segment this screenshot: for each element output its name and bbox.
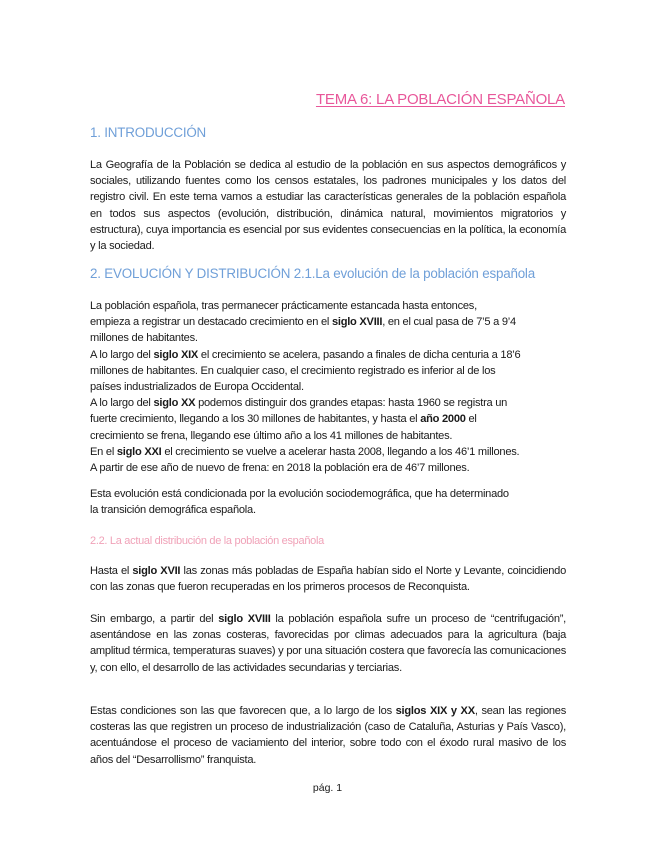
section-heading-evolucion bbox=[90, 266, 535, 281]
page-number: pág. 1 bbox=[312, 782, 343, 794]
evolucion-conclusion bbox=[90, 486, 566, 518]
section-heading-evolucion-main: 2. EVOLUCIÓN Y DISTRIBUCIÓN bbox=[90, 266, 294, 281]
bold-term: siglo XVIII bbox=[331, 316, 383, 329]
text-line: A lo largo del siglo XX podemos distinguir dos grandes etapas: hasta 1960 se registra un bbox=[90, 397, 508, 410]
text-line: A partir de ese año de nuevo de frena: en 2018 la población era de 46’7 millones. bbox=[90, 462, 470, 475]
bold-term: siglo XX bbox=[153, 397, 196, 410]
bold-term: siglo XVIII bbox=[218, 613, 271, 625]
subsection-heading-distribucion: 2.2. La actual distribución de la población española bbox=[90, 535, 324, 547]
distribucion-paragraph-1: Hasta el siglo XVII las zonas más pobladas de España habían sido el Norte y Levante, coincidiendo con las zonas que fueron recuperadas en los primeros procesos de Reconquista. bbox=[90, 565, 566, 594]
text-line: Esta evolución está condicionada por la evolución sociodemográfica, que ha determinado bbox=[90, 488, 509, 500]
bold-term: siglos XIX y XX bbox=[395, 705, 475, 717]
bold-term: siglo XIX bbox=[153, 348, 199, 361]
text-line: A lo largo del siglo XIX el crecimiento se acelera, pasando a finales de dicha centuria a 18’6 bbox=[90, 348, 521, 361]
bold-term: año 2000 bbox=[420, 413, 466, 426]
page-title: TEMA 6: LA POBLACIÓN ESPAÑOLA bbox=[315, 91, 565, 108]
intro-paragraph: La Geografía de la Población se dedica al estudio de la población en sus aspectos demográficos y sociales, utilizando fuentes como los censos estatales, los padrones municipales y los datos del registro civil. En este tema vamos a estudiar las características generales de la población española en todos sus aspectos (evolución, distribución, dinámica natural, movimientos migratorios y estructura), cuya importancia es esencial por sus evidentes consecuencias en la política, la economía y la sociedad. bbox=[90, 159, 566, 253]
evolucion-block bbox=[90, 298, 566, 476]
text-line: la transición demográfica española. bbox=[90, 504, 256, 517]
bold-term: siglo XXI bbox=[116, 445, 162, 458]
subsection-heading-evolucion: 2.1.La evolución de la población española bbox=[293, 266, 535, 281]
section-heading-introduccion: 1. INTRODUCCIÓN bbox=[90, 125, 207, 140]
text-line: crecimiento se frena, llegando ese último año a los 41 millones de habitantes. bbox=[90, 429, 453, 442]
text-line: empieza a registrar un destacado crecimiento en el siglo XVIII, en el cual pasa de 7’5 a 9’4 bbox=[90, 316, 516, 329]
text-line: En el siglo XXI el crecimiento se vuelve a acelerar hasta 2008, llegando a los 46’1 millones. bbox=[90, 445, 520, 458]
distribucion-paragraph-2: Sin embargo, a partir del siglo XVIII la población española sufre un proceso de “centrifugación”, asentándose en las zonas costeras, favorecidas por climas adecuados para la agricultura (baja amplitud térmica, temperaturas suaves) y por una situación costera que favorecía las comunicaciones y, con ello, el desarrollo de las actividades secundarias y terciarias. bbox=[90, 613, 567, 674]
text-line: La población española, tras permanecer prácticamente estancada hasta entonces, bbox=[90, 300, 477, 312]
bold-term: siglo XVII bbox=[132, 565, 181, 577]
text-line: países industrializados de Europa Occidental. bbox=[90, 381, 304, 394]
text-line: millones de habitantes. bbox=[90, 332, 198, 345]
text-line: fuerte crecimiento, llegando a los 30 millones de habitantes, y hasta el año 2000 el bbox=[90, 413, 477, 426]
text-line: millones de habitantes. En cualquier caso, el crecimiento registrado es inferior al de los bbox=[90, 364, 496, 377]
distribucion-paragraph-3: Estas condiciones son las que favorecen que, a lo largo de los siglos XIX y XX, sean las regiones costeras las que registren un proceso de industrialización (caso de Cataluña, Asturias y País Vasco), acentuándose el proceso de vaciamiento del interior, sobre todo con el éxodo rural masivo de los años del “Desarrollismo” franquista. bbox=[90, 705, 567, 766]
